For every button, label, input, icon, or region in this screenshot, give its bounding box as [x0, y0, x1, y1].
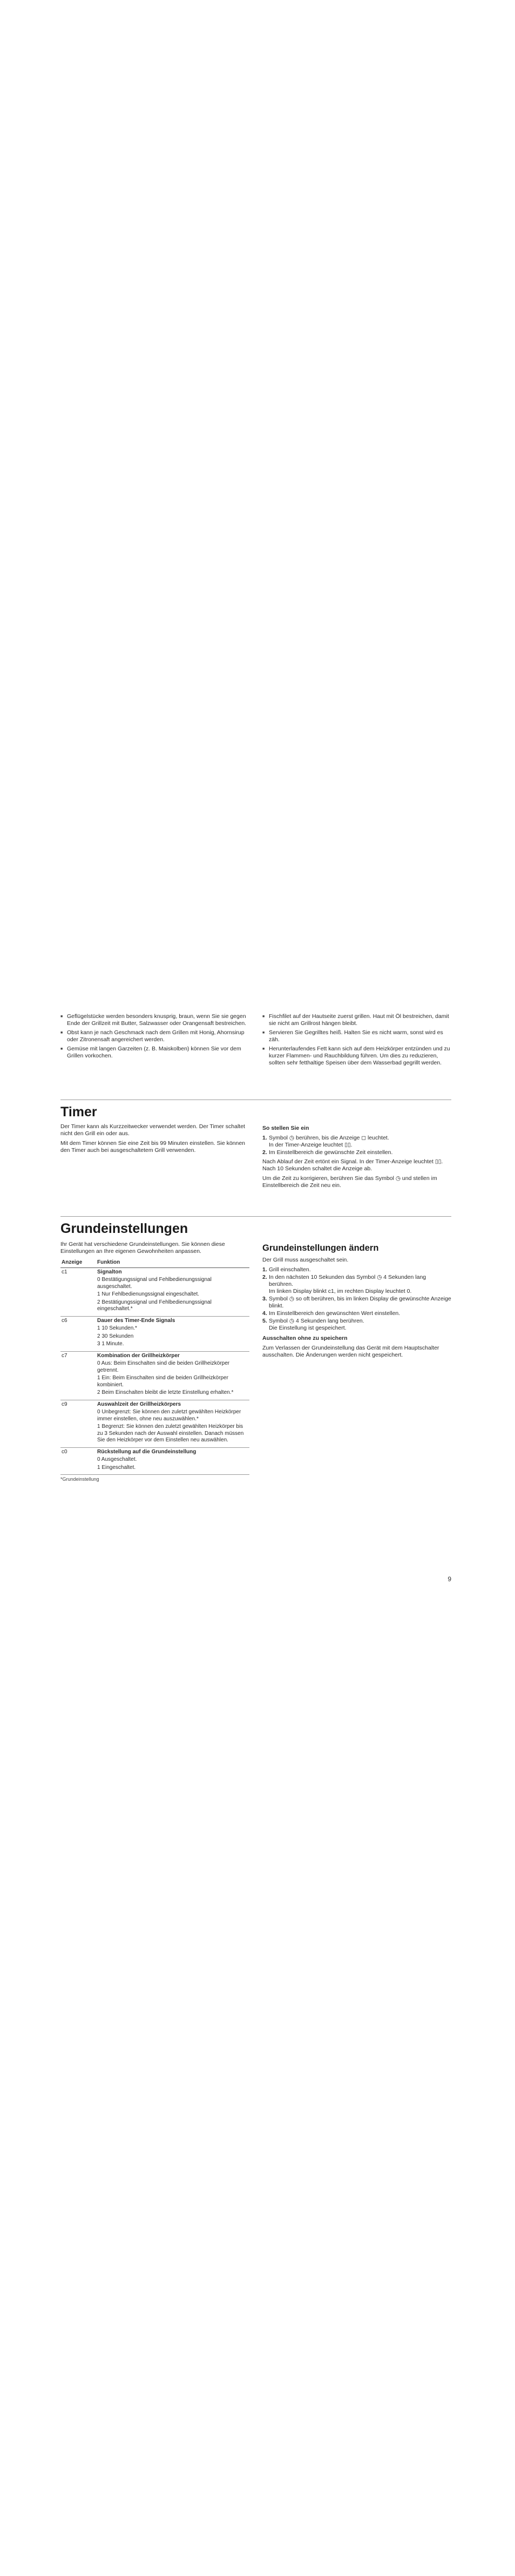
step-text: Im Einstellbereich den gewünschten Wert einstellen.	[269, 1310, 401, 1317]
settings-row	[60, 1316, 249, 1351]
timer-intro-2: Mit dem Timer können Sie eine Zeit bis 99 Minuten einstellen. Sie können den Timer auch bei ausgeschaltetem Grill verwenden.	[60, 1140, 246, 1154]
settings-display-code: c1	[60, 1267, 96, 1316]
settings-header-function: Funktion	[96, 1258, 249, 1267]
settings-option: 0 Bestätigungssignal und Fehlbedienungssignal ausgeschaltet.	[97, 1277, 212, 1290]
tips-right	[262, 1013, 451, 1069]
settings-option: 0 Unbegrenzt: Sie können den zuletzt gewählten Heizkörper immer einstellen, ohne neu auszuwählen.*	[97, 1409, 241, 1422]
settings-option: 1 Eingeschaltet.	[97, 1464, 136, 1471]
tips-left	[60, 1013, 249, 1062]
settings-function	[96, 1267, 249, 1316]
step-result: Im linken Display blinkt c1, im rechten Display leuchtet 0.	[269, 1288, 412, 1294]
step-item	[262, 1310, 451, 1317]
settings-function	[96, 1351, 249, 1400]
settings-row	[60, 1400, 249, 1447]
step-number: 3.	[262, 1296, 267, 1302]
settings-option: 0 Ausgeschaltet.	[97, 1456, 137, 1462]
settings-function	[96, 1447, 249, 1475]
timer-after-2: Um die Zeit zu korrigieren, berühren Sie das Symbol ◷ und stellen im Einstellbereich die Zeit neu ein.	[262, 1175, 437, 1189]
step-text: Symbol ◷ so oft berühren, bis im linken Display die gewünschte Anzeige blinkt.	[269, 1296, 451, 1309]
step-item	[262, 1318, 451, 1332]
page-number: 9	[448, 1575, 451, 1583]
tips-left-list	[60, 1013, 249, 1060]
settings-row	[60, 1447, 249, 1475]
step-text: Im Einstellbereich die gewünschte Zeit einstellen.	[269, 1149, 393, 1156]
timer-heading	[60, 1104, 97, 1120]
step-number: 2.	[262, 1149, 267, 1156]
grund-title: Grundeinstellungen	[60, 1221, 188, 1236]
grund-change-title: Grundeinstellungen ändern	[262, 1243, 379, 1253]
settings-table-header	[60, 1258, 249, 1267]
tip-item: ■ Fischfilet auf der Hautseite zuerst grillen. Haut mit Öl bestreichen, damit sie nicht am Grillrost hängen bleibt.	[262, 1013, 451, 1027]
grund-change-intro: Der Grill muss ausgeschaltet sein.	[262, 1257, 349, 1263]
settings-display-code: c7	[60, 1351, 96, 1400]
settings-function-title: Rückstellung auf die Grundeinstellung	[97, 1448, 196, 1455]
settings-option: 3 1 Minute.	[97, 1341, 124, 1347]
settings-table-body	[60, 1267, 249, 1475]
settings-option: 1 Nur Fehlbedienungssignal eingeschaltet.	[97, 1291, 200, 1297]
grund-intro: Ihr Gerät hat verschiedene Grundeinstellungen. Sie können diese Einstellungen an Ihre eigenen Gewohnheiten anpassen.	[60, 1241, 225, 1255]
settings-function	[96, 1316, 249, 1351]
step-result: In der Timer-Anzeige leuchtet ▯▯.	[269, 1142, 353, 1148]
settings-option: 2 Beim Einschalten bleibt die letzte Einstellung erhalten.*	[97, 1390, 234, 1395]
step-text: Grill einschalten.	[269, 1266, 311, 1273]
timer-instructions	[262, 1125, 451, 1192]
timer-how-title: So stellen Sie ein	[262, 1125, 309, 1131]
settings-display-code: c0	[60, 1447, 96, 1475]
settings-option: 1 10 Sekunden.*	[97, 1325, 137, 1331]
step-text: Symbol ◷ 4 Sekunden lang berühren.	[269, 1318, 364, 1324]
settings-function-title: Signalton	[97, 1269, 122, 1275]
settings-row	[60, 1351, 249, 1400]
timer-title: Timer	[60, 1104, 97, 1120]
settings-display-code: c9	[60, 1400, 96, 1447]
step-number: 4.	[262, 1310, 267, 1317]
settings-function-title: Auswahlzeit der Grillheizkörpers	[97, 1401, 181, 1407]
timer-intro	[60, 1123, 249, 1157]
section-divider-grundeinstellungen	[60, 1216, 451, 1217]
settings-function-title: Kombination der Grillheizkörper	[97, 1352, 180, 1359]
step-item	[262, 1135, 451, 1149]
settings-function	[96, 1400, 249, 1447]
step-number: 1.	[262, 1135, 267, 1141]
step-item	[262, 1296, 451, 1310]
step-result: Die Einstellung ist gespeichert.	[269, 1325, 347, 1331]
step-item	[262, 1266, 451, 1273]
settings-header-display: Anzeige	[60, 1258, 96, 1267]
timer-intro-1: Der Timer kann als Kurzzeitwecker verwendet werden. Der Timer schaltet nicht den Grill ein oder aus.	[60, 1123, 245, 1137]
settings-option: 0 Aus: Beim Einschalten sind die beiden Grillheizkörper getrennt.	[97, 1360, 230, 1373]
timer-steps	[262, 1135, 451, 1156]
step-number: 2.	[262, 1274, 267, 1280]
settings-option: 2 Bestätigungssignal und Fehlbedienungssignal eingeschaltet.*	[97, 1299, 212, 1312]
tip-item: ■ Geflügelstücke werden besonders knusprig, braun, wenn Sie sie gegen Ende der Grillzeit mit Butter, Salzwasser oder Orangensaft bestreichen.	[60, 1013, 249, 1027]
grund-heading	[60, 1220, 188, 1237]
timer-after-1: Nach Ablauf der Zeit ertönt ein Signal. In der Timer-Anzeige leuchtet ▯▯. Nach 10 Sekunden schaltet die Anzeige ab.	[262, 1158, 443, 1172]
tip-item: ■ Servieren Sie Gegrilltes heiß. Halten Sie es nicht warm, sonst wird es zäh.	[262, 1029, 451, 1043]
grund-steps	[262, 1266, 451, 1332]
settings-option: 1 Begrenzt: Sie können den zuletzt gewählten Heizkörper bis zu 3 Sekunden nach der Auswahl einstellen. Danach müssen Sie den Heizkörper vor dem Einstellen neu auswählen.	[97, 1424, 244, 1443]
step-number: 1.	[262, 1266, 267, 1273]
tip-item: ■ Herunterlaufendes Fett kann sich auf dem Heizkörper entzünden und zu kurzer Flammen- und Rauchbildung führen. Um dies zu reduzieren, sollten sehr fetthaltige Speisen über dem Wasserbad gegrillt werden.	[262, 1046, 451, 1067]
step-item	[262, 1274, 451, 1295]
tip-item: ■ Obst kann je nach Geschmack nach dem Grillen mit Honig, Ahornsirup oder Zitronensaft angereichert werden.	[60, 1029, 249, 1043]
table-footnote: *Grundeinstellung	[60, 1476, 99, 1482]
step-text: Symbol ◷ berühren, bis die Anzeige ◻ leuchtet.	[269, 1135, 389, 1141]
step-item	[262, 1149, 451, 1156]
settings-table	[60, 1258, 249, 1475]
settings-option: 2 30 Sekunden	[97, 1333, 134, 1339]
tip-item: ■ Gemüse mit langen Garzeiten (z. B. Maiskolben) können Sie vor dem Grillen vorkochen.	[60, 1046, 249, 1060]
settings-function-title: Dauer des Timer-Ende Signals	[97, 1317, 175, 1324]
settings-row	[60, 1267, 249, 1316]
step-number: 5.	[262, 1318, 267, 1324]
step-text: In den nächsten 10 Sekunden das Symbol ◷ 4 Sekunden lang berühren.	[269, 1274, 426, 1287]
grund-right	[262, 1243, 451, 1361]
settings-option: 1 Ein: Beim Einschalten sind die beiden Grillheizkörper kombiniert.	[97, 1375, 228, 1388]
grund-nosave-title: Ausschalten ohne zu speichern	[262, 1335, 348, 1341]
grund-nosave-text: Zum Verlassen der Grundeinstellung das Gerät mit dem Hauptschalter ausschalten. Die Änderungen werden nicht gespeichert.	[262, 1345, 439, 1358]
tips-right-list	[262, 1013, 451, 1067]
grund-left	[60, 1241, 249, 1483]
settings-display-code: c6	[60, 1316, 96, 1351]
